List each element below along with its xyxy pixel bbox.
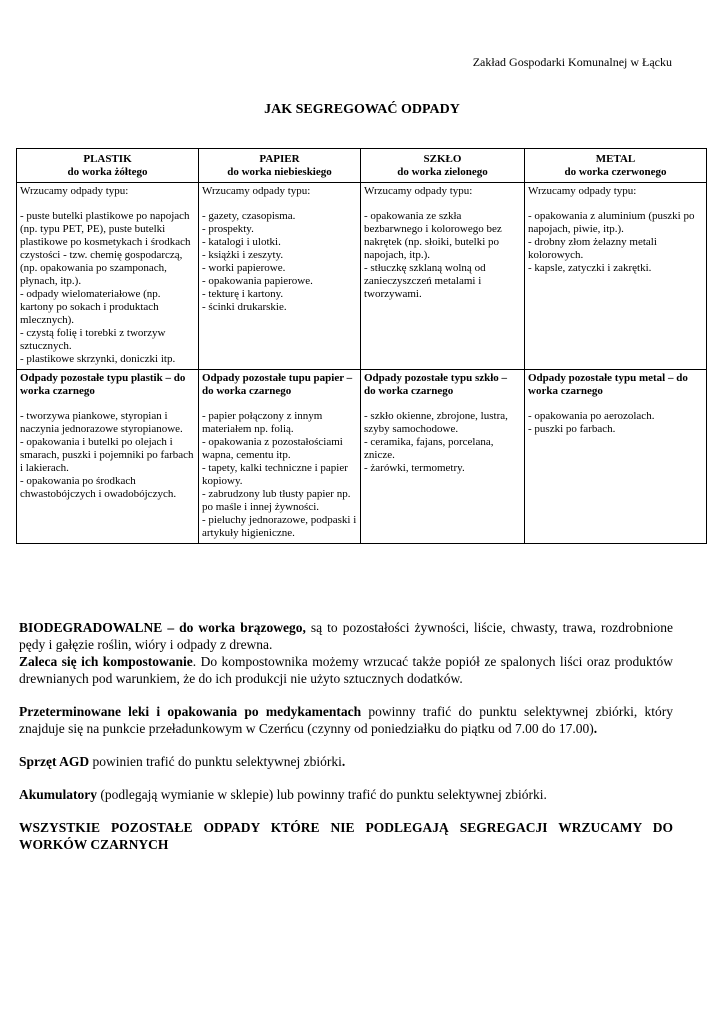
list-item: - opakowania papierowe. xyxy=(202,275,313,287)
other-title: Odpady pozostałe typu plastik – do worka czarnego xyxy=(20,372,186,397)
meds-text: powinny trafić do punktu selektywnej zbiórki, który znajduje się na punkcie przeładunkowym w Czerńcu (czynny od poniedziałku do piątku od 7.00 do 17.00) xyxy=(19,704,673,736)
list-item: - drobny złom żelazny metali kolorowych. xyxy=(528,236,657,261)
list-item: - żarówki, termometry. xyxy=(364,462,465,474)
segregation-table xyxy=(16,148,707,544)
compost-paragraph xyxy=(19,653,673,687)
column-bag: do worka czerwonego xyxy=(564,166,667,178)
bio-text: są to pozostałości żywności, liście, chwasty, trawa, rozdrobnione pędy i gałęzie roślin, wióry i odpady z drewna. xyxy=(19,620,674,652)
header-szklo xyxy=(361,149,525,183)
other-title: Odpady pozostałe tupu papier – do worka czarnego xyxy=(202,372,353,397)
info-paragraphs xyxy=(19,619,673,853)
cell-intro: Wrzucamy odpady typu: xyxy=(20,185,129,197)
list-item: - stłuczkę szklaną wolną od zanieczyszczeń metalami i tworzywami. xyxy=(364,262,486,300)
cell-intro: Wrzucamy odpady typu: xyxy=(202,185,311,197)
list-item: - tapety, kalki techniczne i papier kopiowy. xyxy=(202,462,348,487)
battery-paragraph xyxy=(19,786,673,803)
list-item: - ścinki drukarskie. xyxy=(202,301,287,313)
header-papier xyxy=(199,149,361,183)
accepted-waste-row xyxy=(17,183,707,370)
list-item: - opakowania po środkach chwastobójczych i owadobójczych. xyxy=(20,475,177,500)
list-item: - tekturę i kartony. xyxy=(202,288,284,300)
compost-heading: Zaleca się ich kompostowanie xyxy=(19,654,193,669)
list-item: - tworzywa piankowe, styropian i naczynia jednorazowe styropianowe. xyxy=(20,410,183,435)
other-title: Odpady pozostałe typu metal – do worka czarnego xyxy=(528,372,688,397)
list-item: - opakowania ze szkła bezbarwnego i kolorowego bez nakrętek (np. słoiki, butelki po napojach, itp.). xyxy=(364,210,502,261)
list-item: - puste butelki plastikowe po napojach (np. typu PET, PE), puste butelki plastikowe po kosmetykach i środkach czystości - tzw. chemię gospodarczą, (np. opakowania po szamponach, płynach, itp.). xyxy=(20,210,191,287)
list-item: - prospekty. xyxy=(202,223,254,235)
battery-heading: Akumulatory xyxy=(19,787,98,802)
list-item: - plastikowe skrzynki, doniczki itp. xyxy=(20,353,176,365)
list-item: - czystą folię i torebki z tworzyw sztucznych. xyxy=(20,327,166,352)
list-item: - opakowania z pozostałościami wapna, cementu itp. xyxy=(202,436,343,461)
column-name: PLASTIK xyxy=(83,153,132,165)
accepted-plastik xyxy=(17,183,199,370)
list-item: - opakowania i butelki po olejach i smarach, puszki i pojemniki po farbach i lakierach. xyxy=(20,436,194,474)
accepted-szklo xyxy=(361,183,525,370)
list-item: - zabrudzony lub tłusty papier np. po maśle i innej żywności. xyxy=(202,488,351,513)
column-name: METAL xyxy=(595,153,636,165)
list-item: - ceramika, fajans, porcelana, znicze. xyxy=(364,436,494,461)
cell-intro: Wrzucamy odpady typu: xyxy=(364,185,473,197)
list-item: - odpady wielomateriałowe (np. kartony po sokach i produktach mlecznych). xyxy=(20,288,161,326)
agd-end: . xyxy=(341,754,346,769)
agd-text: powinien trafić do punktu selektywnej zbiórki xyxy=(89,754,342,769)
other-metal xyxy=(525,370,707,544)
column-bag: do worka żółtego xyxy=(67,166,148,178)
organization-name: Zakład Gospodarki Komunalnej w Łącku xyxy=(472,55,672,69)
compost-text: . Do kompostownika możemy wrzucać także popiół ze spalonych liści oraz produktów drewnianych pod warunkiem, że do ich produkcji nie użyto sztucznych dodatków. xyxy=(19,654,674,686)
list-item: - kapsle, zatyczki i zakrętki. xyxy=(528,262,652,274)
column-bag: do worka niebieskiego xyxy=(227,166,332,178)
list-item: - katalogi i ulotki. xyxy=(202,236,281,248)
accepted-papier xyxy=(199,183,361,370)
list-item: - szkło okienne, zbrojone, lustra, szyby samochodowe. xyxy=(364,410,508,435)
list-item: - książki i zeszyty. xyxy=(202,249,284,261)
list-item: - gazety, czasopisma. xyxy=(202,210,296,222)
column-name: PAPIER xyxy=(259,153,300,165)
list-item: - opakowania z aluminium (puszki po napojach, piwie, itp.). xyxy=(528,210,695,235)
battery-text: (podlegają wymianie w sklepie) lub powinny trafić do punktu selektywnej zbiórki. xyxy=(97,787,547,802)
agd-heading: Sprzęt AGD xyxy=(19,754,90,769)
list-item: - pieluchy jednorazowe, podpaski i artykuły higieniczne. xyxy=(202,514,357,539)
final-paragraph xyxy=(19,819,673,853)
accepted-metal xyxy=(525,183,707,370)
header-plastik xyxy=(17,149,199,183)
column-name: SZKŁO xyxy=(423,153,462,165)
other-papier xyxy=(199,370,361,544)
meds-heading: Przeterminowane leki i opakowania po medykamentach xyxy=(19,704,362,719)
list-item: - puszki po farbach. xyxy=(528,423,616,435)
list-item: - worki papierowe. xyxy=(202,262,286,274)
table-header-row xyxy=(17,149,707,183)
cell-intro: Wrzucamy odpady typu: xyxy=(528,185,637,197)
list-item: - opakowania po aerozolach. xyxy=(528,410,655,422)
bio-heading: BIODEGRADOWALNE – do worka brązowego, xyxy=(19,620,306,635)
bio-paragraph xyxy=(19,619,673,653)
other-plastik xyxy=(17,370,199,544)
other-waste-row xyxy=(17,370,707,544)
header-metal xyxy=(525,149,707,183)
other-title: Odpady pozostałe typu szkło – do worka czarnego xyxy=(364,372,508,397)
list-item: - papier połączony z innym materiałem np. folią. xyxy=(202,410,323,435)
column-bag: do worka zielonego xyxy=(397,166,488,178)
final-text: WSZYSTKIE POZOSTAŁE ODPADY KTÓRE NIE PODLEGAJĄ SEGREGACJI WRZUCAMY DO WORKÓW CZARNYCH xyxy=(19,820,673,852)
document-title: JAK SEGREGOWAĆ ODPADY xyxy=(264,102,460,117)
meds-end: . xyxy=(593,721,598,736)
agd-paragraph xyxy=(19,753,673,770)
meds-paragraph xyxy=(19,703,673,737)
other-szklo xyxy=(361,370,525,544)
